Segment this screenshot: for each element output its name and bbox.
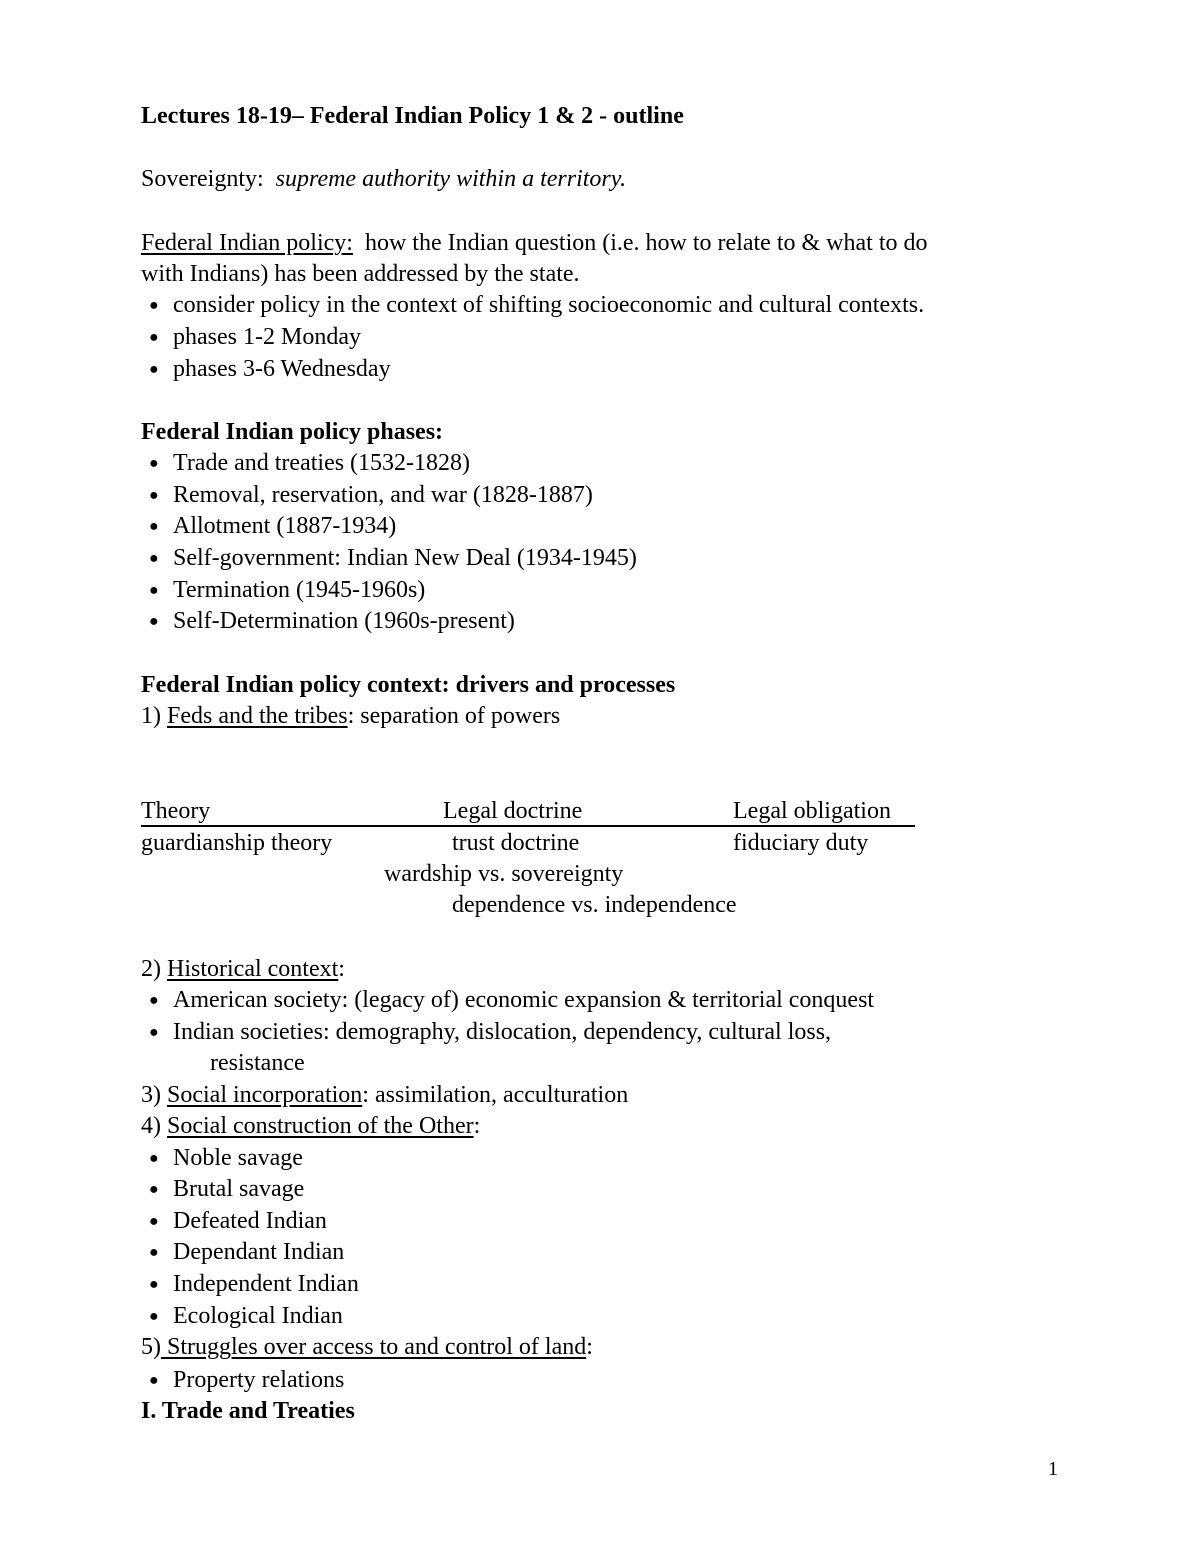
list-item-text: Removal, reservation, and war (1828-1887) — [173, 482, 593, 508]
list-item — [149, 291, 925, 320]
list-item — [149, 1207, 327, 1236]
list-item-text: phases 3-6 Wednesday — [173, 356, 391, 382]
bullet-icon: ● — [149, 1181, 159, 1198]
policy-def-text1: how the Indian question (i.e. how to relate to & what to do — [364, 230, 928, 256]
table-line: wardship vs. sovereignty — [384, 861, 624, 887]
bullet-icon: ● — [149, 550, 159, 567]
list-item-text: Defeated Indian — [173, 1208, 327, 1234]
bullet-icon: ● — [149, 487, 159, 504]
list-item — [149, 607, 515, 636]
list-item-text: consider policy in the context of shifting socioeconomic and cultural contexts. — [173, 292, 925, 318]
context-item-4 — [141, 1112, 480, 1140]
bullet-icon: ● — [149, 1372, 159, 1389]
list-item — [149, 544, 637, 573]
item-text: : separation of powers — [347, 703, 561, 729]
table-header-theory: Theory — [141, 798, 211, 824]
table-line: dependence vs. independence — [452, 892, 737, 918]
bullet-icon: ● — [149, 455, 159, 472]
list-item — [149, 1144, 303, 1173]
theory-table-header — [141, 797, 915, 827]
item-label: Historical context — [167, 956, 339, 982]
sovereignty-label: Sovereignty: — [141, 166, 264, 192]
list-item-text: Independent Indian — [173, 1271, 359, 1297]
list-item — [149, 1175, 305, 1204]
item-text: : — [338, 956, 345, 982]
phases-heading: Federal Indian policy phases: — [141, 419, 444, 445]
list-item — [149, 986, 875, 1015]
list-item — [149, 449, 471, 478]
sovereignty-line — [141, 165, 626, 193]
table-cell: guardianship theory — [141, 830, 333, 856]
page-number: 1 — [1048, 1458, 1058, 1480]
item-number: 1) — [141, 703, 161, 729]
list-item — [149, 1018, 832, 1047]
policy-def-label: Federal Indian policy: — [141, 230, 353, 256]
item-text: : assimilation, acculturation — [362, 1082, 629, 1108]
list-item-text: phases 1-2 Monday — [173, 324, 361, 350]
list-item-text: Brutal savage — [173, 1176, 305, 1202]
list-item — [149, 1270, 359, 1299]
context-item-5 — [141, 1333, 593, 1361]
list-item — [149, 355, 391, 384]
list-item-text: Self-Determination (1960s-present) — [173, 608, 515, 634]
bullet-icon: ● — [149, 297, 159, 314]
bullet-icon: ● — [149, 1150, 159, 1167]
item-number: 2) — [141, 956, 161, 982]
item-label: Social incorporation — [167, 1082, 363, 1108]
list-item-text: Trade and treaties (1532-1828) — [173, 450, 471, 476]
bullet-icon: ● — [149, 1244, 159, 1261]
list-item-text: Indian societies: demography, dislocation, dependency, cultural loss, — [173, 1019, 832, 1045]
bullet-icon: ● — [149, 518, 159, 535]
list-item-text: Dependant Indian — [173, 1239, 345, 1265]
item-text: : — [586, 1334, 593, 1360]
bullet-icon: ● — [149, 361, 159, 378]
policy-def-line1 — [141, 229, 927, 257]
context-heading: Federal Indian policy context: drivers and processes — [141, 672, 676, 698]
section-heading: I. Trade and Treaties — [141, 1398, 355, 1424]
list-item-text: Allotment (1887-1934) — [173, 513, 397, 539]
list-item-text: Noble savage — [173, 1145, 303, 1171]
list-item-text: Self-government: Indian New Deal (1934-1945) — [173, 545, 637, 571]
list-item-text: American society: (legacy of) economic expansion & territorial conquest — [173, 987, 875, 1013]
bullet-icon: ● — [149, 1308, 159, 1325]
list-item-continuation: resistance — [210, 1050, 305, 1076]
bullet-icon: ● — [149, 1213, 159, 1230]
context-item-3 — [141, 1081, 628, 1109]
item-number: 5) — [141, 1334, 161, 1360]
document-title: Lectures 18-19– Federal Indian Policy 1 & 2 - outline — [141, 103, 684, 129]
table-cell: fiduciary duty — [733, 830, 869, 856]
context-item-2 — [141, 955, 345, 983]
bullet-icon: ● — [149, 329, 159, 346]
table-header-legal-doctrine: Legal doctrine — [443, 798, 583, 824]
bullet-icon: ● — [149, 992, 159, 1009]
bullet-icon: ● — [149, 1276, 159, 1293]
context-item-1 — [141, 702, 560, 730]
bullet-icon: ● — [149, 582, 159, 599]
bullet-icon: ● — [149, 1024, 159, 1041]
list-item — [149, 323, 361, 352]
bullet-icon: ● — [149, 613, 159, 630]
table-cell: trust doctrine — [452, 830, 580, 856]
list-item — [149, 576, 426, 605]
policy-def-line2: with Indians) has been addressed by the state. — [141, 261, 580, 287]
list-item — [149, 1238, 345, 1267]
item-text: : — [473, 1113, 481, 1139]
item-number: 3) — [141, 1082, 161, 1108]
table-header-legal-obligation: Legal obligation — [733, 798, 891, 824]
list-item — [149, 512, 397, 541]
list-item-text: Termination (1945-1960s) — [173, 577, 426, 603]
item-label: Social construction of the Other — [167, 1113, 474, 1139]
list-item — [149, 481, 593, 510]
list-item — [149, 1302, 343, 1331]
list-item — [149, 1366, 345, 1395]
list-item-text: Property relations — [173, 1367, 345, 1393]
item-label: Feds and the tribes — [167, 703, 348, 729]
sovereignty-definition: supreme authority within a territory. — [275, 166, 627, 192]
item-number: 4) — [141, 1113, 161, 1139]
item-label: Struggles over access to and control of land — [161, 1334, 587, 1360]
list-item-text: Ecological Indian — [173, 1303, 343, 1329]
